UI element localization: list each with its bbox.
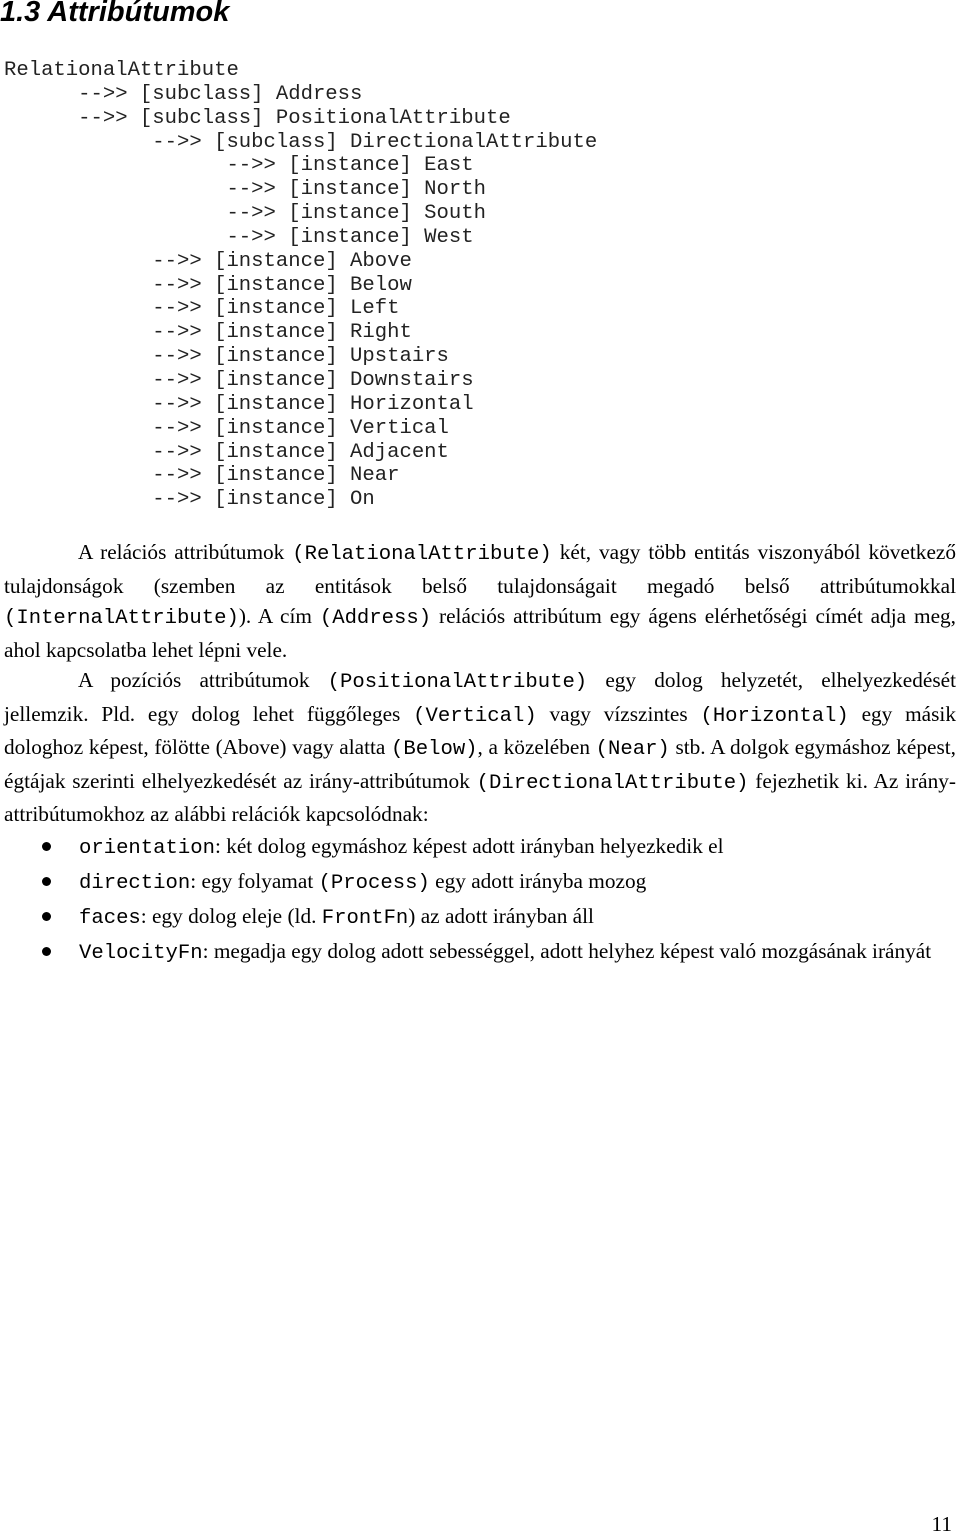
code-term: (PositionalAttribute) (327, 671, 588, 694)
text-run: relációs attribútum egy ágens elérhetőségi címét adja meg, ahol kapcsolatba lehet lépni vele. (4, 604, 956, 662)
hierarchy-line: -->> [instance] On (152, 488, 375, 512)
code-term: (DirectionalAttribute) (476, 771, 749, 795)
text-run: , a közelében (477, 735, 596, 759)
code-term: (InternalAttribute) (4, 607, 239, 630)
code-term: (RelationalAttribute) (292, 543, 552, 566)
list-item (4, 830, 956, 865)
class-hierarchy-listing (4, 59, 597, 512)
text-run: ). A cím (238, 604, 320, 628)
hierarchy-line: -->> [instance] West (226, 225, 474, 249)
body-text (4, 537, 956, 970)
text-run: : egy folyamat (190, 868, 319, 893)
text-run: vagy vízszintes (536, 701, 701, 726)
bullet-icon (42, 842, 51, 851)
hierarchy-line: -->> [instance] South (226, 202, 486, 226)
hierarchy-line: -->> [subclass] DirectionalAttribute (152, 130, 598, 154)
page-number: 11 (931, 1512, 952, 1536)
hierarchy-line: -->> [subclass] PositionalAttribute (78, 106, 511, 130)
text-run: egy másik dologhoz képest, fölötte (Above) vagy alatta (4, 701, 956, 759)
hierarchy-line: -->> [instance] Adjacent (152, 440, 449, 464)
paragraphs (4, 537, 956, 830)
code-term: (Vertical) (413, 704, 537, 728)
hierarchy-line: -->> [instance] North (226, 178, 486, 202)
bullet-icon (42, 912, 51, 921)
text-run: A pozíciós attribútumok (78, 668, 328, 692)
text-run: fejezhetik ki. Az irány-attribútumokhoz az alábbi relációk kapcsolódnak: (4, 768, 956, 826)
code-term: VelocityFn (79, 941, 203, 965)
list-item (4, 865, 956, 900)
hierarchy-line: -->> [instance] Above (152, 249, 412, 273)
code-term: (Process) (318, 871, 430, 895)
bullet-icon (42, 947, 51, 956)
code-term: (Horizontal) (700, 704, 849, 728)
hierarchy-line: -->> [subclass] Address (78, 82, 363, 106)
list-item (4, 900, 956, 935)
code-term: faces (79, 906, 141, 930)
hierarchy-line: -->> [instance] Left (152, 297, 400, 321)
text-run: egy adott irányba mozog (429, 868, 647, 893)
bullet-icon (42, 877, 51, 886)
list-item (4, 935, 956, 970)
hierarchy-line: RelationalAttribute (4, 59, 239, 82)
text-run: két, vagy több entitás viszonyából következő tulajdonságok (szemben az entitások belső tulajdonságait megadó belső attribútumokkal (4, 540, 957, 598)
text-run: : megadja egy dolog adott sebességgel, adott helyhez képest való mozgásának irányát (202, 938, 932, 963)
text-run: egy dolog helyzetét, elhelyezkedését jellemzik. Pld. egy dolog lehet függőleges (4, 668, 956, 726)
text-run: A relációs attribútumok (78, 540, 293, 564)
page-title: 1.3 Attribútumok (0, 0, 230, 28)
text-run: ) az adott irányban áll (408, 903, 594, 928)
paragraph (4, 665, 956, 830)
hierarchy-line: -->> [instance] Downstairs (152, 368, 474, 392)
code-term: (Below) (391, 738, 478, 761)
hierarchy-line: -->> [instance] Horizontal (152, 392, 474, 416)
text-run: : két dolog egymáshoz képest adott irányban helyezkedik el (214, 833, 724, 858)
relation-list (4, 830, 956, 970)
code-term: orientation (79, 836, 215, 860)
hierarchy-line: -->> [instance] Below (152, 273, 412, 297)
hierarchy-line: -->> [instance] Near (152, 464, 400, 488)
code-term: FrontFn (321, 906, 409, 930)
code-term: (Near) (595, 738, 670, 761)
code-term: (Address) (319, 607, 432, 630)
text-run: : egy dolog eleje (ld. (140, 903, 322, 928)
hierarchy-line: -->> [instance] Right (152, 321, 412, 345)
paragraph (4, 537, 956, 665)
code-term: direction (79, 871, 191, 895)
hierarchy-line: -->> [instance] Upstairs (152, 345, 449, 369)
hierarchy-line: -->> [instance] Vertical (152, 416, 449, 440)
hierarchy-line: -->> [instance] East (226, 154, 474, 178)
text-run: stb. A dolgok egymáshoz képest, égtájak szerinti elhelyezkedését az irány-attribútumok (4, 735, 957, 793)
